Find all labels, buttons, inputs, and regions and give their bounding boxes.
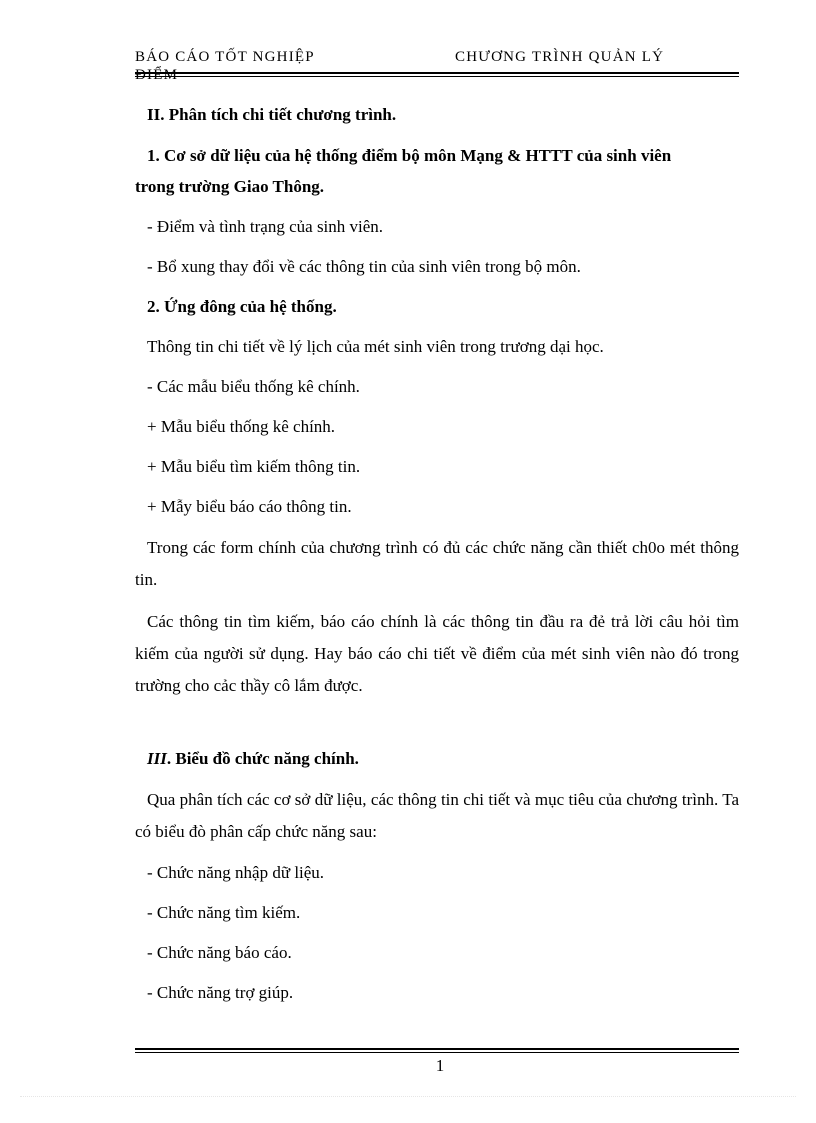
section-3-title: . Biểu đồ chức năng chính.	[166, 749, 359, 768]
list-item: - Điểm và tình trạng của sinh viên.	[147, 217, 384, 236]
running-header	[135, 48, 739, 84]
list-item: + Mẫy biểu báo cáo thông tin.	[147, 497, 352, 516]
list-item: - Chức năng báo cáo.	[147, 943, 292, 962]
list-item: - Chức năng tìm kiếm.	[147, 903, 301, 922]
paragraph: Các thông tin tìm kiếm, báo cáo chính là các thông tin đầu ra đẻ trả lời câu hỏi tìm kiếm của người sử dụng. Hay báo cáo chi tiết về điểm của mét sinh viên nào đó trong trường cho cảc thầy cô lắm được.	[135, 612, 739, 695]
subsection-1-heading-line1: 1. Cơ sở dữ liệu của hệ thống điểm bộ môn Mạng & HTTT của sinh viên	[147, 146, 672, 165]
subsection-1-heading	[135, 140, 739, 172]
list-item: + Mẫu biểu tìm kiếm thông tin.	[147, 457, 361, 476]
footer-divider	[135, 1048, 739, 1053]
list-item: - Bổ xung thay đổi về các thông tin của sinh viên trong bộ môn.	[147, 257, 581, 276]
list-item: - Chức năng nhập dữ liệu.	[147, 863, 325, 882]
header-right-title: CHƯƠNG TRÌNH QUẢN LÝ	[455, 49, 665, 65]
document-body	[135, 100, 739, 1008]
section-3-heading	[135, 744, 739, 774]
header-wrapped-word: ĐIỂM	[135, 67, 179, 83]
header-left-title: BÁO CÁO TỐT NGHIỆP	[135, 49, 315, 65]
subsection-2-heading: 2. Ứng đông của hệ thống.	[147, 297, 337, 316]
subsection-2-intro: Thông tin chi tiết về lý lịch của mét sinh viên trong trương dại học.	[147, 337, 604, 356]
paragraph: Trong các form chính của chương trình có đủ các chức năng cần thiết ch0o mét thông tin.	[135, 538, 739, 589]
list-item: - Các mẫu biểu thống kê chính.	[147, 377, 360, 396]
header-divider	[135, 72, 739, 77]
paragraph: Qua phân tích các cơ sở dữ liệu, các thông tin chi tiết và mục tiêu của chương trình. Ta có biểu đò phân cấp chức năng sau:	[135, 790, 739, 841]
list-item: + Mẫu biểu thống kê chính.	[147, 417, 336, 436]
section-3-roman: III	[147, 749, 167, 768]
section-2-heading: II. Phân tích chi tiết chương trình.	[147, 105, 397, 124]
list-item: - Chức năng trợ giúp.	[147, 983, 294, 1002]
subsection-1-heading-line2: trong trường Giao Thông.	[135, 177, 325, 196]
page-number: 1	[435, 1056, 445, 1075]
page-edge-divider	[20, 1096, 796, 1097]
